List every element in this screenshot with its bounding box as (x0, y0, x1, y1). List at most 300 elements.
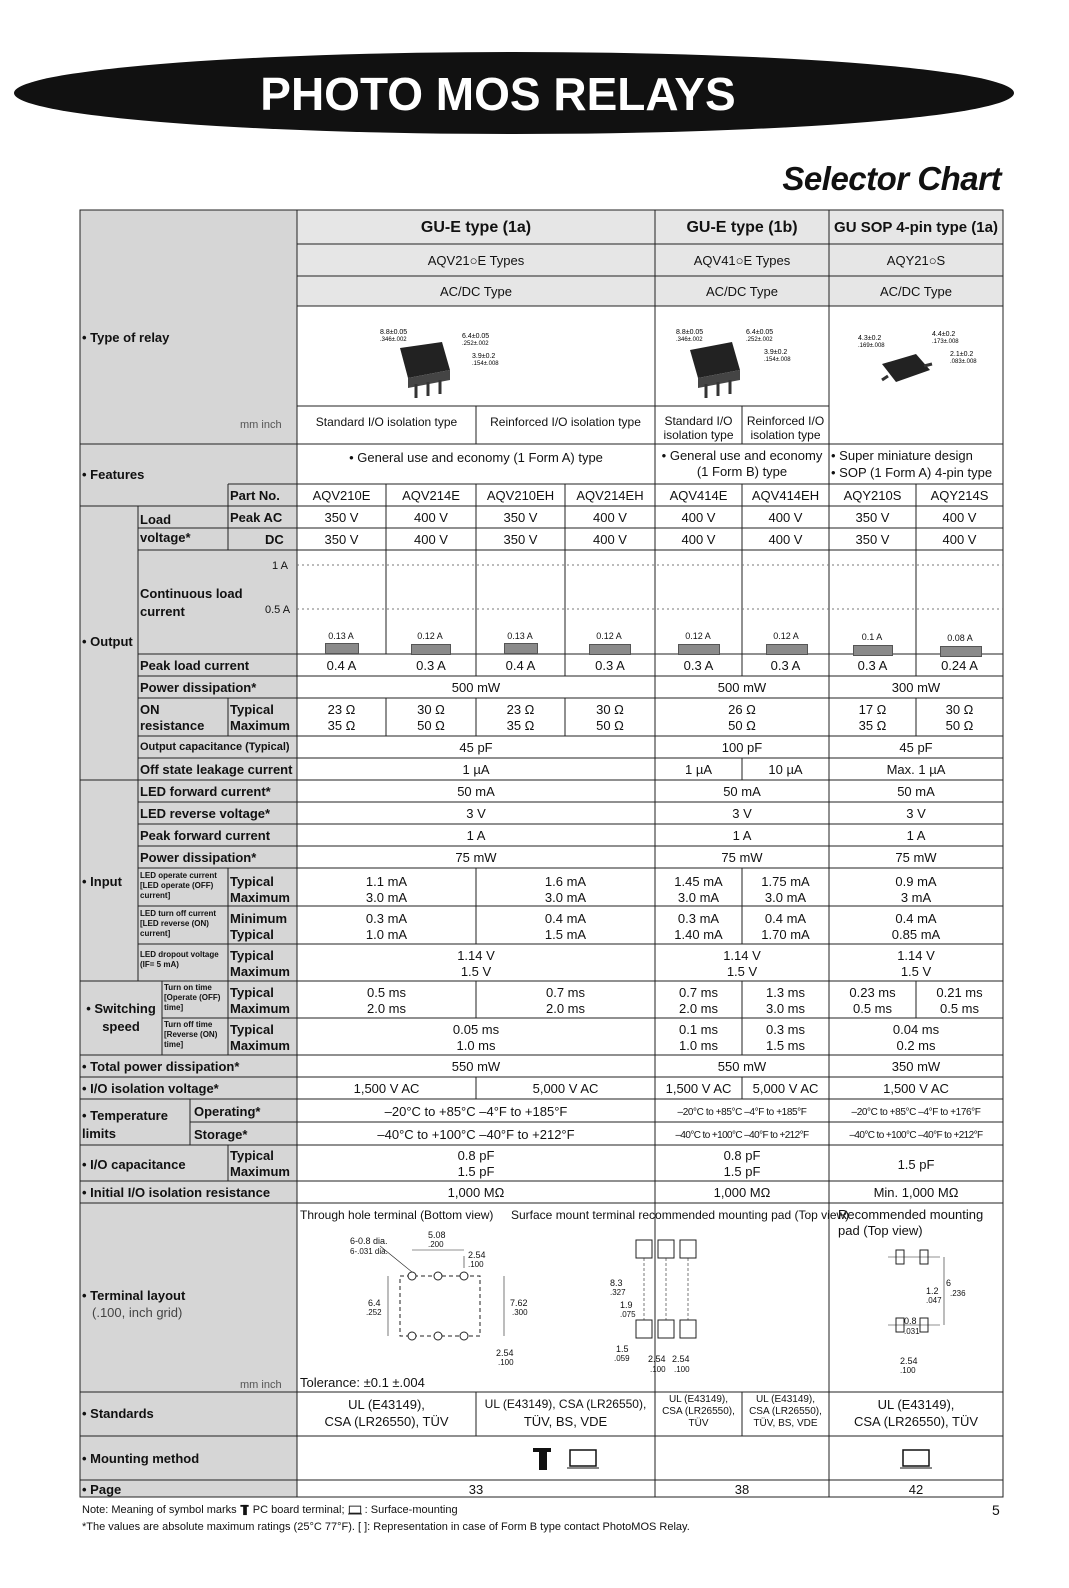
standards-text: TÜV, BS, VDE (753, 1418, 818, 1429)
surface-mounting-icon (348, 1505, 362, 1516)
label-minimum: Minimum (230, 911, 288, 926)
on-resistance-typical: 30 Ω (417, 702, 445, 717)
label-maximum: Maximum (230, 1038, 290, 1053)
svg-text:4.3±0.2: 4.3±0.2 (858, 335, 882, 342)
label-peak-forward-current: Peak forward current (140, 828, 271, 843)
svg-text:2.54: 2.54 (496, 1348, 514, 1358)
standards-text: UL (E43149), (668, 1394, 729, 1405)
svg-text:6-0.8 dia.: 6-0.8 dia. (350, 1236, 388, 1246)
label-type-of-relay: • Type of relay (82, 330, 170, 345)
part-number: AQV210E (312, 488, 371, 503)
terminal-through-hole-caption: Through hole terminal (Bottom view) (300, 1208, 494, 1222)
svg-text:2.54: 2.54 (648, 1354, 666, 1364)
off-leakage-value: Max. 1 µA (886, 762, 946, 777)
continuous-current-bar (853, 645, 893, 656)
group-header-gu-e-1b: GU-E type (1b) (686, 219, 798, 236)
total-power-value: 350 mW (891, 1059, 941, 1074)
label-typical: Typical (230, 702, 274, 717)
led-forward-value: 50 mA (897, 784, 935, 799)
dc-value: 400 V (768, 532, 803, 547)
peak-ac-value: 400 V (681, 510, 716, 525)
continuous-current-bar (940, 646, 982, 657)
turn-off-typical: 0.1 ms (678, 1022, 718, 1037)
label-part-no: Part No. (230, 488, 280, 503)
standards-text: UL (E43149), (348, 1397, 425, 1412)
operating-temp-value: –20°C to +85°C –4°F to +185°F (677, 1107, 807, 1118)
storage-temp-value: –40°C to +100°C –40°F to +212°F (849, 1130, 983, 1141)
continuous-current-bar (411, 644, 451, 655)
relay-package-dip-icon (660, 320, 830, 402)
page-number: 5 (992, 1502, 1000, 1518)
svg-text:.252: .252 (366, 1308, 382, 1317)
standards-text: UL (E43149), CSA (LR26550), (484, 1397, 647, 1411)
dc-value: 400 V (681, 532, 716, 547)
peak-ac-value: 400 V (942, 510, 977, 525)
part-number: AQV214E (402, 488, 460, 503)
led-turnoff-min: 0.4 mA (544, 911, 587, 926)
standards-text: UL (E43149), (755, 1394, 816, 1405)
led-operate-typical: 1.75 mA (761, 874, 810, 889)
feature-1b: • General use and economy (1 Form B) type (661, 448, 823, 479)
led-turnoff-typical: 1.0 mA (365, 927, 408, 942)
power-dissipation-value: 500 mW (451, 680, 501, 695)
peak-load-value: 0.3 A (416, 658, 446, 673)
turn-off-max: 0.2 ms (896, 1038, 936, 1053)
label-typical: Typical (230, 948, 274, 963)
svg-text:.083±.008: .083±.008 (950, 359, 977, 365)
led-operate-max: 3.0 mA (365, 890, 408, 905)
continuous-current-label: 0.12 A (417, 631, 443, 641)
isolation-standard: Standard I/O isolation type (315, 415, 458, 429)
continuous-current-label: 0.08 A (947, 633, 973, 643)
led-dropout-max: 1.5 V (726, 964, 758, 979)
label-led-turn-off-current: LED turn off current [LED reverse (ON) current] (140, 909, 216, 938)
led-turnoff-min: 0.4 mA (895, 911, 937, 926)
turn-off-typical: 0.05 ms (452, 1022, 500, 1037)
led-reverse-value: 3 V (732, 806, 752, 821)
page-ref: 33 (468, 1482, 484, 1497)
label-turn-off-time: Turn off time [Reverse (ON) time] (164, 1020, 218, 1049)
sop-recommended-pad-diagram (880, 1240, 980, 1380)
off-leakage-value: 10 µA (768, 762, 803, 777)
label-terminal-layout: • Terminal layout (82, 1288, 186, 1303)
svg-text:.100: .100 (468, 1260, 484, 1269)
label-led-operate-current: LED operate current [LED operate (OFF) current] (140, 871, 217, 900)
peak-load-value: 0.3 A (770, 658, 801, 673)
label-units: mm inch (240, 1379, 282, 1391)
svg-text:.154±.008: .154±.008 (764, 357, 791, 363)
svg-text:2.54: 2.54 (672, 1354, 690, 1364)
storage-temp-value: –40°C to +100°C –40°F to +212°F (377, 1127, 575, 1142)
label-led-dropout-voltage: LED dropout voltage (IF= 5 mA) (140, 950, 219, 969)
dc-value: 400 V (414, 532, 448, 547)
off-leakage-value: 1 µA (462, 762, 490, 777)
label-load-voltage: Load voltage* (140, 512, 191, 545)
footnote-surface: : Surface-mounting (364, 1504, 458, 1516)
group-header-gu-e-1a: GU-E type (1a) (420, 219, 532, 236)
svg-text:2.54: 2.54 (468, 1250, 486, 1260)
through-hole-terminal-diagram (340, 1228, 540, 1368)
acdc-type: AC/DC Type (439, 284, 512, 299)
led-turnoff-min: 0.3 mA (677, 911, 720, 926)
svg-text:5.08: 5.08 (428, 1230, 446, 1240)
io-isolation-value: 5,000 V AC (532, 1081, 599, 1096)
label-peak-load-current: Peak load current (140, 658, 250, 673)
label-led-forward-current: LED forward current* (140, 784, 271, 799)
io-capacitance-typical: 0.8 pF (723, 1148, 761, 1163)
turn-on-max: 2.0 ms (545, 1001, 585, 1016)
label-standards: • Standards (82, 1406, 154, 1421)
peak-ac-value: 350 V (324, 510, 359, 525)
led-turnoff-typical: 1.70 mA (761, 927, 810, 942)
svg-text:.252±.002: .252±.002 (746, 337, 773, 343)
led-turnoff-min: 0.3 mA (365, 911, 408, 926)
io-isolation-value: 1,500 V AC (353, 1081, 420, 1096)
peak-load-value: 0.24 A (941, 658, 978, 673)
io-isolation-value: 1,500 V AC (883, 1081, 949, 1096)
turn-off-typical: 0.3 ms (765, 1022, 805, 1037)
continuous-current-bar (589, 644, 631, 655)
label-storage: Storage* (194, 1127, 248, 1142)
label-operating: Operating* (194, 1104, 261, 1119)
peak-load-value: 0.3 A (683, 658, 714, 673)
tolerance-text: Tolerance: ±0.1 ±.004 (300, 1375, 425, 1390)
off-leakage-value: 1 µA (684, 762, 712, 777)
label-on-resistance: ON resistance (140, 702, 205, 733)
surface-mounting-icon (567, 1448, 599, 1472)
continuous-current-label: 0.13 A (507, 631, 533, 641)
svg-text:.100: .100 (498, 1358, 514, 1367)
peak-forward-value: 1 A (466, 828, 486, 843)
label-off-state-leakage: Off state leakage current (140, 762, 293, 777)
svg-text:2.1±0.2: 2.1±0.2 (950, 351, 974, 358)
svg-text:.346±.002: .346±.002 (676, 337, 703, 343)
led-operate-typical: 1.1 mA (365, 874, 408, 889)
feature-1a: • General use and economy (1 Form A) type (349, 450, 603, 465)
dc-value: 350 V (503, 532, 538, 547)
led-reverse-value: 3 V (906, 806, 926, 821)
svg-text:1.9: 1.9 (620, 1300, 633, 1310)
footnote-pc-board: PC board terminal; (252, 1504, 345, 1516)
on-resistance-max: 50 Ω (417, 718, 445, 733)
led-turnoff-min: 0.4 mA (764, 911, 807, 926)
part-number: AQY210S (843, 488, 902, 503)
turn-on-max: 2.0 ms (678, 1001, 718, 1016)
svg-text:3.9±0.2: 3.9±0.2 (472, 353, 496, 360)
part-number: AQV414E (669, 488, 728, 503)
svg-text:.047: .047 (926, 1296, 942, 1305)
svg-text:3.9±0.2: 3.9±0.2 (764, 349, 788, 356)
label-inch-grid: (.100, inch grid) (92, 1305, 183, 1320)
output-capacitance-value: 45 pF (459, 740, 493, 755)
svg-text:.169±.008: .169±.008 (858, 343, 885, 349)
label-led-reverse-voltage: LED reverse voltage* (140, 806, 271, 821)
feature-sop-1: • Super miniature design (831, 448, 973, 463)
pc-board-terminal-icon (533, 1446, 553, 1472)
led-dropout-typical: 1.14 V (457, 948, 495, 963)
part-number: AQV210EH (486, 488, 555, 503)
standards-text: CSA (LR26550), TÜV (324, 1414, 449, 1429)
type-aqv41e: AQV41○E Types (693, 253, 791, 268)
label-typical: Typical (230, 874, 274, 889)
label-typical: Typical (230, 927, 274, 942)
output-capacitance-value: 100 pF (721, 740, 763, 755)
label-initial-io-isolation-resistance: • Initial I/O isolation resistance (82, 1185, 271, 1200)
on-resistance-max: 35 Ω (327, 718, 356, 733)
svg-text:8.8±0.05: 8.8±0.05 (676, 329, 704, 336)
svg-text:6.4±0.05: 6.4±0.05 (462, 333, 490, 340)
turn-off-typical: 0.04 ms (892, 1022, 940, 1037)
peak-load-value: 0.4 A (326, 658, 357, 673)
isolation-resistance-value: Min. 1,000 MΩ (873, 1185, 959, 1200)
label-typical: Typical (230, 1022, 274, 1037)
standards-text: CSA (LR26550), (749, 1406, 822, 1417)
continuous-current-bar (766, 644, 808, 655)
peak-ac-value: 400 V (768, 510, 803, 525)
part-number: AQY214S (930, 488, 989, 503)
input-power-value: 75 mW (895, 850, 937, 865)
turn-off-max: 1.5 ms (765, 1038, 805, 1053)
dc-value: 400 V (593, 532, 627, 547)
peak-ac-value: 350 V (855, 510, 890, 525)
turn-on-max: 0.5 ms (939, 1001, 979, 1016)
isolation-reinforced: Reinforced I/O isolation type (746, 414, 825, 442)
svg-text:6.4: 6.4 (368, 1298, 381, 1308)
type-aqv21e: AQV21○E Types (427, 253, 525, 268)
svg-text:.173±.008: .173±.008 (932, 339, 959, 345)
type-aqy21s: AQY21○S (886, 253, 946, 268)
svg-text:.346±.002: .346±.002 (380, 337, 407, 343)
peak-load-value: 0.3 A (857, 658, 888, 673)
input-power-value: 75 mW (721, 850, 763, 865)
svg-text:.075: .075 (620, 1310, 636, 1319)
label-mounting-method: • Mounting method (82, 1451, 200, 1466)
footnote-ratings: *The values are absolute maximum ratings (25°C 77°F). [ ]: Representation in case of Form B type contact PhotoMOS Relay. (82, 1521, 690, 1533)
on-resistance-typical: 17 Ω (858, 702, 887, 717)
label-units: mm inch (240, 419, 282, 431)
label-temperature-limits: • Temperature limits (82, 1108, 168, 1141)
svg-text:.031: .031 (904, 1327, 920, 1336)
peak-ac-value: 400 V (593, 510, 627, 525)
svg-text:2.54: 2.54 (900, 1356, 918, 1366)
on-resistance-max: 50 Ω (596, 718, 624, 733)
peak-ac-value: 400 V (414, 510, 448, 525)
turn-on-typical: 0.23 ms (849, 985, 896, 1000)
feature-sop-2: • SOP (1 Form A) 4-pin type (831, 465, 993, 480)
isolation-reinforced: Reinforced I/O isolation type (490, 415, 641, 429)
dc-value: 350 V (855, 532, 890, 547)
on-resistance-max: 50 Ω (728, 718, 756, 733)
on-resistance-typical: 23 Ω (506, 702, 535, 717)
axis-tick-1a: 1 A (272, 560, 288, 572)
turn-on-max: 0.5 ms (852, 1001, 892, 1016)
selector-chart-heading: Selector Chart (782, 160, 1001, 197)
isolation-resistance-value: 1,000 MΩ (447, 1185, 505, 1200)
on-resistance-typical: 23 Ω (327, 702, 356, 717)
group-header-gu-sop: GU SOP 4-pin type (1a) (834, 219, 998, 236)
turn-on-typical: 0.7 ms (678, 985, 718, 1000)
power-dissipation-value: 300 mW (891, 680, 941, 695)
axis-tick-05a: 0.5 A (265, 604, 291, 616)
surface-mounting-icon (900, 1448, 932, 1472)
svg-text:.252±.002: .252±.002 (462, 341, 489, 347)
label-maximum: Maximum (230, 1001, 290, 1016)
peak-ac-value: 350 V (503, 510, 538, 525)
footnote-label: Note: Meaning of symbol marks (82, 1504, 237, 1516)
io-capacitance-value: 1.5 pF (897, 1157, 935, 1172)
svg-text:.200: .200 (428, 1240, 444, 1249)
io-capacitance-typical: 0.8 pF (457, 1148, 495, 1163)
relay-package-dip-icon (360, 320, 530, 402)
continuous-current-label: 0.12 A (773, 631, 799, 641)
continuous-current-label: 0.12 A (685, 631, 711, 641)
io-isolation-value: 1,500 V AC (665, 1081, 732, 1096)
label-continuous-load-current: Continuous load current (140, 586, 243, 619)
turn-on-max: 3.0 ms (765, 1001, 805, 1016)
svg-text:.059: .059 (614, 1354, 630, 1363)
continuous-current-label: 0.13 A (328, 631, 354, 641)
standards-text: CSA (LR26550), (662, 1406, 735, 1417)
io-isolation-value: 5,000 V AC (752, 1081, 819, 1096)
page-title: PHOTO MOS RELAYS (260, 68, 736, 120)
led-dropout-typical: 1.14 V (723, 948, 761, 963)
label-maximum: Maximum (230, 718, 290, 733)
storage-temp-value: –40°C to +100°C –40°F to +212°F (675, 1130, 809, 1141)
surface-mount-pad-diagram (610, 1232, 730, 1378)
total-power-value: 550 mW (451, 1059, 501, 1074)
input-power-value: 75 mW (455, 850, 497, 865)
label-typical: Typical (230, 1148, 274, 1163)
standards-text: TÜV, BS, VDE (523, 1414, 608, 1429)
led-turnoff-typical: 1.5 mA (544, 927, 587, 942)
continuous-current-bar (325, 643, 359, 654)
led-turnoff-typical: 0.85 mA (891, 927, 941, 942)
power-dissipation-value: 500 mW (717, 680, 767, 695)
footnote-symbols (82, 1504, 458, 1516)
output-capacitance-value: 45 pF (899, 740, 933, 755)
peak-load-value: 0.4 A (505, 658, 536, 673)
svg-text:6.4±0.05: 6.4±0.05 (746, 329, 774, 336)
led-operate-max: 3.0 mA (764, 890, 807, 905)
on-resistance-max: 50 Ω (945, 718, 974, 733)
svg-text:7.62: 7.62 (510, 1298, 528, 1308)
led-operate-max: 3.0 mA (544, 890, 587, 905)
on-resistance-max: 35 Ω (858, 718, 887, 733)
label-peak-ac: Peak AC (230, 510, 283, 525)
standards-text: CSA (LR26550), TÜV (853, 1414, 979, 1429)
on-resistance-typical: 30 Ω (596, 702, 624, 717)
svg-text:.100: .100 (674, 1365, 690, 1374)
operating-temp-value: –20°C to +85°C –4°F to +185°F (384, 1104, 568, 1119)
turn-on-max: 2.0 ms (366, 1001, 406, 1016)
isolation-standard: Standard I/O isolation type (663, 414, 734, 442)
terminal-recommended-caption: Recommended mounting pad (Top view) (838, 1207, 984, 1238)
label-total-power-dissipation: • Total power dissipation* (82, 1059, 240, 1074)
label-maximum: Maximum (230, 1164, 290, 1179)
acdc-type: AC/DC Type (705, 284, 778, 299)
total-power-value: 550 mW (717, 1059, 767, 1074)
turn-off-max: 1.0 ms (678, 1038, 718, 1053)
standards-text: UL (E43149), (877, 1397, 955, 1412)
io-capacitance-max: 1.5 pF (723, 1164, 761, 1179)
part-number: AQV414EH (751, 488, 820, 503)
led-operate-typical: 1.6 mA (544, 874, 587, 889)
svg-text:6-.031 dia.: 6-.031 dia. (350, 1247, 388, 1256)
svg-text:6: 6 (946, 1278, 952, 1288)
dc-value: 350 V (324, 532, 359, 547)
part-number: AQV214EH (576, 488, 644, 503)
label-features: • Features (82, 467, 145, 482)
peak-forward-value: 1 A (732, 828, 752, 843)
io-capacitance-max: 1.5 pF (457, 1164, 495, 1179)
page-ref: 42 (908, 1482, 924, 1497)
label-maximum: Maximum (230, 964, 290, 979)
led-operate-typical: 1.45 mA (674, 874, 723, 889)
led-forward-value: 50 mA (457, 784, 495, 799)
label-io-capacitance: • I/O capacitance (82, 1157, 186, 1172)
continuous-current-bar (504, 643, 538, 654)
led-operate-max: 3.0 mA (677, 890, 720, 905)
svg-text:1.2: 1.2 (926, 1286, 939, 1296)
svg-text:.154±.008: .154±.008 (472, 361, 499, 367)
on-resistance-typical: 30 Ω (945, 702, 974, 717)
led-dropout-max: 1.5 V (900, 964, 932, 979)
svg-text:.100: .100 (900, 1366, 916, 1375)
label-page: • Page (82, 1482, 122, 1497)
label-power-dissipation: Power dissipation* (140, 680, 257, 695)
svg-text:.300: .300 (512, 1308, 528, 1317)
turn-off-max: 1.0 ms (456, 1038, 496, 1053)
svg-text:8.3: 8.3 (610, 1278, 623, 1288)
turn-on-typical: 0.5 ms (366, 985, 406, 1000)
relay-package-sop-icon (840, 320, 1000, 402)
led-dropout-typical: 1.14 V (897, 948, 935, 963)
label-dc: DC (265, 532, 284, 547)
turn-on-typical: 1.3 ms (765, 985, 805, 1000)
turn-on-typical: 0.7 ms (545, 985, 585, 1000)
svg-text:8.8±0.05: 8.8±0.05 (380, 329, 408, 336)
led-operate-max: 3 mA (900, 890, 932, 905)
svg-text:.236: .236 (950, 1289, 966, 1298)
led-forward-value: 50 mA (723, 784, 761, 799)
terminal-surface-mount-caption: Surface mount terminal recommended mounting pad (Top view) (511, 1208, 850, 1222)
peak-forward-value: 1 A (906, 828, 926, 843)
peak-load-value: 0.3 A (595, 658, 625, 673)
standards-text: TÜV (688, 1418, 709, 1429)
continuous-current-label: 0.1 A (861, 632, 883, 642)
dc-value: 400 V (942, 532, 977, 547)
label-io-isolation-voltage: • I/O isolation voltage* (82, 1081, 219, 1096)
label-turn-on-time: Turn on time [Operate (OFF) time] (164, 983, 221, 1012)
pc-board-terminal-icon (240, 1504, 250, 1516)
turn-on-typical: 0.21 ms (936, 985, 983, 1000)
on-resistance-typical: 26 Ω (728, 702, 756, 717)
label-switching-speed: • Switching speed (86, 1001, 156, 1034)
page-ref: 38 (734, 1482, 750, 1497)
label-input-power-dissipation: Power dissipation* (140, 850, 257, 865)
label-maximum: Maximum (230, 890, 290, 905)
label-output: • Output (82, 634, 133, 649)
label-output-capacitance: Output capacitance (Typical) (140, 741, 290, 753)
svg-text:.327: .327 (610, 1288, 626, 1297)
label-typical: Typical (230, 985, 274, 1000)
continuous-current-label: 0.12 A (596, 631, 622, 641)
svg-text:4.4±0.2: 4.4±0.2 (932, 331, 956, 338)
led-operate-typical: 0.9 mA (895, 874, 937, 889)
operating-temp-value: –20°C to +85°C –4°F to +176°F (851, 1107, 981, 1118)
on-resistance-max: 35 Ω (506, 718, 535, 733)
led-dropout-max: 1.5 V (460, 964, 492, 979)
